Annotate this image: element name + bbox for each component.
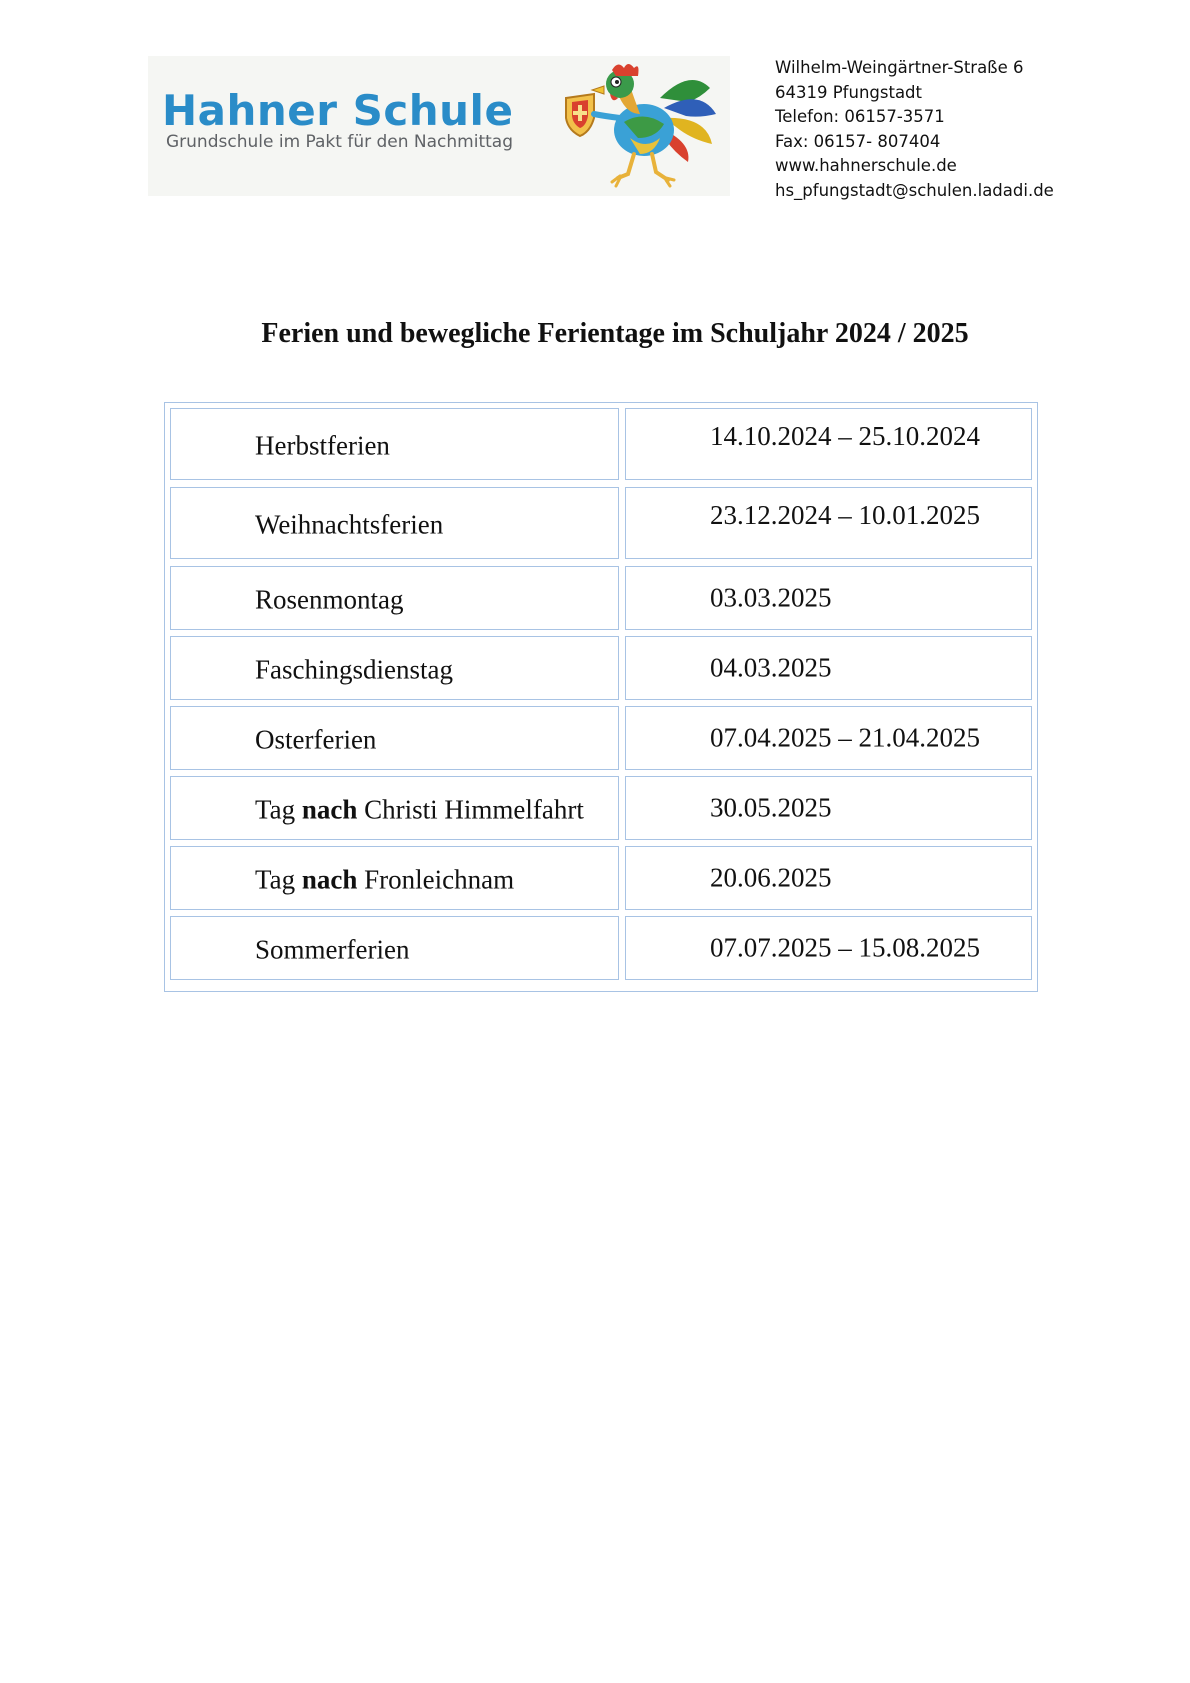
contact-email: hs_pfungstadt@schulen.ladadi.de (775, 180, 1054, 200)
holiday-date-cell (625, 846, 1032, 910)
holiday-name (255, 864, 514, 895)
contact-phone: Telefon: 06157-3571 (775, 107, 945, 127)
contact-block (775, 56, 1054, 204)
table-row (170, 846, 1032, 910)
holiday-name-emphasis: nach (301, 864, 358, 895)
holiday-name-cell (170, 776, 619, 840)
holiday-name: Rosenmontag (255, 584, 404, 615)
rooster-mascot-icon (560, 58, 720, 192)
holiday-name: Osterferien (255, 724, 377, 755)
table-row (170, 706, 1032, 770)
holiday-date: 03.03.2025 (710, 582, 832, 613)
holiday-date: 04.03.2025 (710, 652, 832, 683)
logo-school-name: Hahner Schule (162, 86, 514, 135)
holiday-name-cell (170, 706, 619, 770)
holiday-date-cell (625, 487, 1032, 559)
holiday-date-cell (625, 776, 1032, 840)
holiday-name-cell (170, 846, 619, 910)
holiday-date-cell (625, 636, 1032, 700)
holiday-name-cell (170, 636, 619, 700)
contact-street: Wilhelm-Weingärtner-Straße 6 (775, 58, 1024, 77)
holiday-name-cell (170, 487, 619, 559)
holiday-name-suffix: Christi Himmelfahrt (364, 794, 584, 825)
holiday-date: 23.12.2024 – 10.01.2025 (710, 500, 980, 530)
holiday-name-cell (170, 566, 619, 630)
contact-fax: Fax: 06157- 807404 (775, 131, 941, 151)
table-row (170, 487, 1032, 559)
holiday-date-cell (625, 706, 1032, 770)
holiday-name-cell (170, 408, 619, 480)
holiday-name-suffix: Fronleichnam (364, 864, 515, 895)
holiday-name-prefix: Tag (255, 864, 296, 895)
holiday-date: 07.07.2025 – 15.08.2025 (710, 932, 980, 963)
table-row (170, 408, 1032, 480)
holiday-name: Sommerferien (255, 934, 410, 965)
holiday-name-emphasis: nach (301, 794, 358, 825)
holiday-date-cell (625, 566, 1032, 630)
contact-city: 64319 Pfungstadt (775, 82, 923, 102)
table-row (170, 636, 1032, 700)
table-row (170, 776, 1032, 840)
holiday-name: Faschingsdienstag (255, 654, 453, 685)
holiday-date-cell (625, 916, 1032, 980)
holiday-date: 07.04.2025 – 21.04.2025 (710, 722, 980, 753)
holiday-name-cell (170, 916, 619, 980)
table-row (170, 916, 1032, 980)
holiday-date-cell (625, 408, 1032, 480)
school-logo (148, 56, 730, 196)
table-row (170, 566, 1032, 630)
logo-tagline: Grundschule im Pakt für den Nachmittag (166, 132, 514, 152)
holiday-date: 20.06.2025 (710, 862, 832, 893)
holiday-date: 14.10.2024 – 25.10.2024 (710, 421, 980, 451)
page-title: Ferien und bewegliche Ferientage im Schuljahr 2024 / 2025 (261, 318, 969, 349)
contact-website: www.hahnerschule.de (775, 156, 957, 176)
holiday-name-prefix: Tag (255, 794, 296, 825)
holiday-name: Weihnachtsferien (255, 509, 444, 540)
holiday-name: Herbstferien (255, 430, 390, 461)
holiday-table (164, 402, 1038, 992)
holiday-name (255, 794, 584, 825)
holiday-date: 30.05.2025 (710, 792, 832, 823)
